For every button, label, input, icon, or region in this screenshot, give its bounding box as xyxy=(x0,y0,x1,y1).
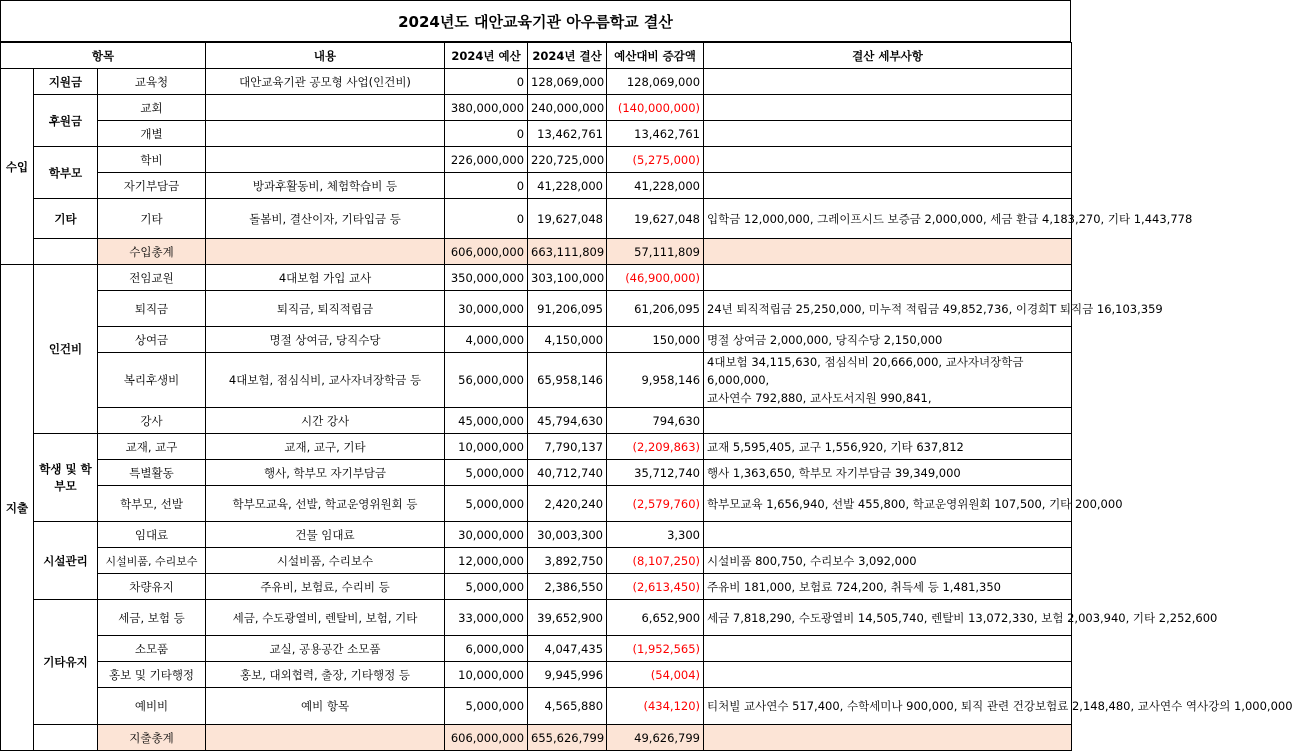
table-row xyxy=(1,460,1072,486)
sub-item: 개별 xyxy=(98,121,206,147)
actual-cell: 30,003,300 xyxy=(528,522,607,548)
detail-cell xyxy=(704,173,1072,199)
budget-cell: 30,000,000 xyxy=(445,522,528,548)
actual-cell: 220,725,000 xyxy=(528,147,607,173)
budget-cell: 10,000,000 xyxy=(445,662,528,688)
detail-cell xyxy=(704,265,1072,291)
detail-cell: 명절 상여금 2,000,000, 당직수당 2,150,000 xyxy=(704,327,1072,353)
sub-item: 기타 xyxy=(98,199,206,239)
actual-cell: 19,627,048 xyxy=(528,199,607,239)
detail-cell: 세금 7,818,290, 수도광열비 14,505,740, 렌탈비 13,072,330, 보험 2,003,940, 기타 2,252,600 xyxy=(704,600,1072,636)
sub-item: 자기부담금 xyxy=(98,173,206,199)
budget-cell: 350,000,000 xyxy=(445,265,528,291)
content-cell xyxy=(206,95,445,121)
table-row xyxy=(1,69,1072,95)
header-budget: 2024년 예산 xyxy=(445,43,528,69)
diff-cell: (54,004) xyxy=(607,662,704,688)
actual-cell: 303,100,000 xyxy=(528,265,607,291)
table-row xyxy=(1,486,1072,522)
table-row xyxy=(1,662,1072,688)
detail-cell xyxy=(704,522,1072,548)
header-detail: 결산 세부사항 xyxy=(704,43,1072,69)
diff-cell: (434,120) xyxy=(607,688,704,725)
detail-cell xyxy=(704,95,1072,121)
detail-cell xyxy=(704,662,1072,688)
sub-item: 홍보 및 기타행정 xyxy=(98,662,206,688)
diff-cell: 49,626,799 xyxy=(607,725,704,751)
budget-cell: 606,000,000 xyxy=(445,725,528,751)
actual-cell: 2,420,240 xyxy=(528,486,607,522)
sub-item: 예비비 xyxy=(98,688,206,725)
actual-cell: 240,000,000 xyxy=(528,95,607,121)
diff-cell: 13,462,761 xyxy=(607,121,704,147)
table-row xyxy=(1,147,1072,173)
category-etc: 기타 xyxy=(34,199,98,239)
detail-cell: 티처빌 교사연수 517,400, 수학세미나 900,000, 퇴직 관련 건강보험료 2,148,480, 교사연수 역사강의 1,000,000 xyxy=(704,688,1072,725)
table-row xyxy=(1,434,1072,460)
detail-cell: 4대보험 34,115,630, 점심식비 20,666,000, 교사자녀장학금 6,000,000, 교사연수 792,880, 교사도서지원 990,841, xyxy=(704,353,1072,408)
sub-item: 소모품 xyxy=(98,636,206,662)
actual-cell: 13,462,761 xyxy=(528,121,607,147)
budget-cell: 10,000,000 xyxy=(445,434,528,460)
actual-cell: 3,892,750 xyxy=(528,548,607,574)
budget-cell: 30,000,000 xyxy=(445,291,528,327)
content-cell: 시설비품, 수리보수 xyxy=(206,548,445,574)
category-sponsor: 후원금 xyxy=(34,95,98,147)
sub-item: 학부모, 선발 xyxy=(98,486,206,522)
detail-cell xyxy=(704,147,1072,173)
total-label: 수입총계 xyxy=(98,239,206,265)
actual-cell: 2,386,550 xyxy=(528,574,607,600)
sheet-title: 2024년도 대안교육기관 아우름학교 결산 xyxy=(0,0,1071,42)
total-label: 지출총계 xyxy=(98,725,206,751)
actual-cell: 41,228,000 xyxy=(528,173,607,199)
content-cell: 돌봄비, 결산이자, 기타입금 등 xyxy=(206,199,445,239)
budget-cell: 0 xyxy=(445,199,528,239)
diff-cell: (2,613,450) xyxy=(607,574,704,600)
content-cell: 학부모교육, 선발, 학교운영위원회 등 xyxy=(206,486,445,522)
diff-cell: 19,627,048 xyxy=(607,199,704,239)
detail-cell xyxy=(704,408,1072,434)
table-row xyxy=(1,636,1072,662)
table-row xyxy=(1,265,1072,291)
detail-cell: 교재 5,595,405, 교구 1,556,920, 기타 637,812 xyxy=(704,434,1072,460)
content-cell: 주유비, 보험료, 수리비 등 xyxy=(206,574,445,600)
sub-item: 교재, 교구 xyxy=(98,434,206,460)
table-row xyxy=(1,600,1072,636)
sub-item: 시설비품, 수리보수 xyxy=(98,548,206,574)
actual-cell: 7,790,137 xyxy=(528,434,607,460)
group-expense: 지출 xyxy=(1,265,34,751)
actual-cell: 663,111,809 xyxy=(528,239,607,265)
diff-cell: (5,275,000) xyxy=(607,147,704,173)
detail-cell: 24년 퇴직적립금 25,250,000, 미누적 적립금 49,852,736, 이경희T 퇴직금 16,103,359 xyxy=(704,291,1072,327)
budget-cell: 4,000,000 xyxy=(445,327,528,353)
diff-cell: 57,111,809 xyxy=(607,239,704,265)
table-row xyxy=(1,121,1072,147)
content-cell: 교실, 공용공간 소모품 xyxy=(206,636,445,662)
diff-cell: (1,952,565) xyxy=(607,636,704,662)
sub-item: 학비 xyxy=(98,147,206,173)
content-cell xyxy=(206,121,445,147)
budget-cell: 56,000,000 xyxy=(445,353,528,408)
blank-cell xyxy=(704,239,1072,265)
category-support: 지원금 xyxy=(34,69,98,95)
detail-cell xyxy=(704,121,1072,147)
sub-item: 교회 xyxy=(98,95,206,121)
detail-cell xyxy=(704,636,1072,662)
diff-cell: 3,300 xyxy=(607,522,704,548)
detail-cell: 학부모교육 1,656,940, 선발 455,800, 학교운영위원회 107,500, 기타 200,000 xyxy=(704,486,1072,522)
budget-cell: 0 xyxy=(445,173,528,199)
diff-cell: (140,000,000) xyxy=(607,95,704,121)
budget-cell: 6,000,000 xyxy=(445,636,528,662)
budget-cell: 5,000,000 xyxy=(445,574,528,600)
actual-cell: 39,652,900 xyxy=(528,600,607,636)
table-row xyxy=(1,522,1072,548)
actual-cell: 4,047,435 xyxy=(528,636,607,662)
content-cell: 교재, 교구, 기타 xyxy=(206,434,445,460)
table-row xyxy=(1,327,1072,353)
sub-item: 차량유지 xyxy=(98,574,206,600)
sub-item: 특별활동 xyxy=(98,460,206,486)
detail-cell: 입학금 12,000,000, 그레이프시드 보증금 2,000,000, 세금 환급 4,183,270, 기타 1,443,778 xyxy=(704,199,1072,239)
diff-cell: (2,209,863) xyxy=(607,434,704,460)
budget-cell: 45,000,000 xyxy=(445,408,528,434)
category-personnel: 인건비 xyxy=(34,265,98,434)
table-row xyxy=(1,548,1072,574)
diff-cell: 35,712,740 xyxy=(607,460,704,486)
settlement-table xyxy=(0,42,1293,751)
content-cell: 세금, 수도광열비, 렌탈비, 보험, 기타 xyxy=(206,600,445,636)
actual-cell: 40,712,740 xyxy=(528,460,607,486)
budget-cell: 380,000,000 xyxy=(445,95,528,121)
diff-cell: 128,069,000 xyxy=(607,69,704,95)
diff-cell: 150,000 xyxy=(607,327,704,353)
sub-item: 퇴직금 xyxy=(98,291,206,327)
header-diff: 예산대비 증감액 xyxy=(607,43,704,69)
diff-cell: (8,107,250) xyxy=(607,548,704,574)
group-income: 수입 xyxy=(1,69,34,265)
actual-cell: 4,565,880 xyxy=(528,688,607,725)
actual-cell: 65,958,146 xyxy=(528,353,607,408)
income-total-row xyxy=(1,239,1072,265)
actual-cell: 655,626,799 xyxy=(528,725,607,751)
blank-cell xyxy=(34,239,98,265)
content-cell: 예비 항목 xyxy=(206,688,445,725)
diff-cell: 61,206,095 xyxy=(607,291,704,327)
diff-cell: 6,652,900 xyxy=(607,600,704,636)
diff-cell: 9,958,146 xyxy=(607,353,704,408)
budget-cell: 5,000,000 xyxy=(445,460,528,486)
blank-cell xyxy=(704,725,1072,751)
table-row xyxy=(1,199,1072,239)
header-row xyxy=(1,43,1072,69)
content-cell xyxy=(206,147,445,173)
actual-cell: 128,069,000 xyxy=(528,69,607,95)
blank-cell xyxy=(34,725,98,751)
table-row xyxy=(1,688,1072,725)
table-row xyxy=(1,574,1072,600)
expense-total-row xyxy=(1,725,1072,751)
budget-cell: 0 xyxy=(445,69,528,95)
category-etc-maint: 기타유지 xyxy=(34,600,98,725)
content-cell: 건물 임대료 xyxy=(206,522,445,548)
header-item: 항목 xyxy=(1,43,206,69)
sub-item: 복리후생비 xyxy=(98,353,206,408)
content-cell: 방과후활동비, 체험학습비 등 xyxy=(206,173,445,199)
budget-cell: 5,000,000 xyxy=(445,486,528,522)
table-row xyxy=(1,95,1072,121)
table-row xyxy=(1,408,1072,434)
content-cell: 시간 강사 xyxy=(206,408,445,434)
detail-cell: 시설비품 800,750, 수리보수 3,092,000 xyxy=(704,548,1072,574)
budget-cell: 5,000,000 xyxy=(445,688,528,725)
budget-cell: 226,000,000 xyxy=(445,147,528,173)
content-cell: 4대보험 가입 교사 xyxy=(206,265,445,291)
budget-cell: 33,000,000 xyxy=(445,600,528,636)
diff-cell: (46,900,000) xyxy=(607,265,704,291)
budget-cell: 12,000,000 xyxy=(445,548,528,574)
sub-item: 교육청 xyxy=(98,69,206,95)
sub-item: 임대료 xyxy=(98,522,206,548)
diff-cell: 41,228,000 xyxy=(607,173,704,199)
table-row xyxy=(1,291,1072,327)
actual-cell: 91,206,095 xyxy=(528,291,607,327)
sub-item: 전임교원 xyxy=(98,265,206,291)
blank-cell xyxy=(206,239,445,265)
detail-cell: 주유비 181,000, 보험료 724,200, 취득세 등 1,481,350 xyxy=(704,574,1072,600)
content-cell: 홍보, 대외협력, 출장, 기타행정 등 xyxy=(206,662,445,688)
detail-cell xyxy=(704,69,1072,95)
actual-cell: 4,150,000 xyxy=(528,327,607,353)
content-cell: 대안교육기관 공모형 사업(인건비) xyxy=(206,69,445,95)
blank-cell xyxy=(206,725,445,751)
category-student-parent: 학생 및 학부모 xyxy=(34,434,98,522)
sub-item: 세금, 보험 등 xyxy=(98,600,206,636)
content-cell: 퇴직금, 퇴직적립금 xyxy=(206,291,445,327)
diff-cell: (2,579,760) xyxy=(607,486,704,522)
actual-cell: 9,945,996 xyxy=(528,662,607,688)
budget-cell: 606,000,000 xyxy=(445,239,528,265)
detail-cell: 행사 1,363,650, 학부모 자기부담금 39,349,000 xyxy=(704,460,1072,486)
content-cell: 행사, 학부모 자기부담금 xyxy=(206,460,445,486)
table-row xyxy=(1,353,1072,408)
content-cell: 4대보험, 점심식비, 교사자녀장학금 등 xyxy=(206,353,445,408)
category-facility: 시설관리 xyxy=(34,522,98,600)
header-actual: 2024년 결산 xyxy=(528,43,607,69)
budget-cell: 0 xyxy=(445,121,528,147)
diff-cell: 794,630 xyxy=(607,408,704,434)
sub-item: 강사 xyxy=(98,408,206,434)
category-parents: 학부모 xyxy=(34,147,98,199)
content-cell: 명절 상여금, 당직수당 xyxy=(206,327,445,353)
header-content: 내용 xyxy=(206,43,445,69)
sub-item: 상여금 xyxy=(98,327,206,353)
table-row xyxy=(1,173,1072,199)
actual-cell: 45,794,630 xyxy=(528,408,607,434)
